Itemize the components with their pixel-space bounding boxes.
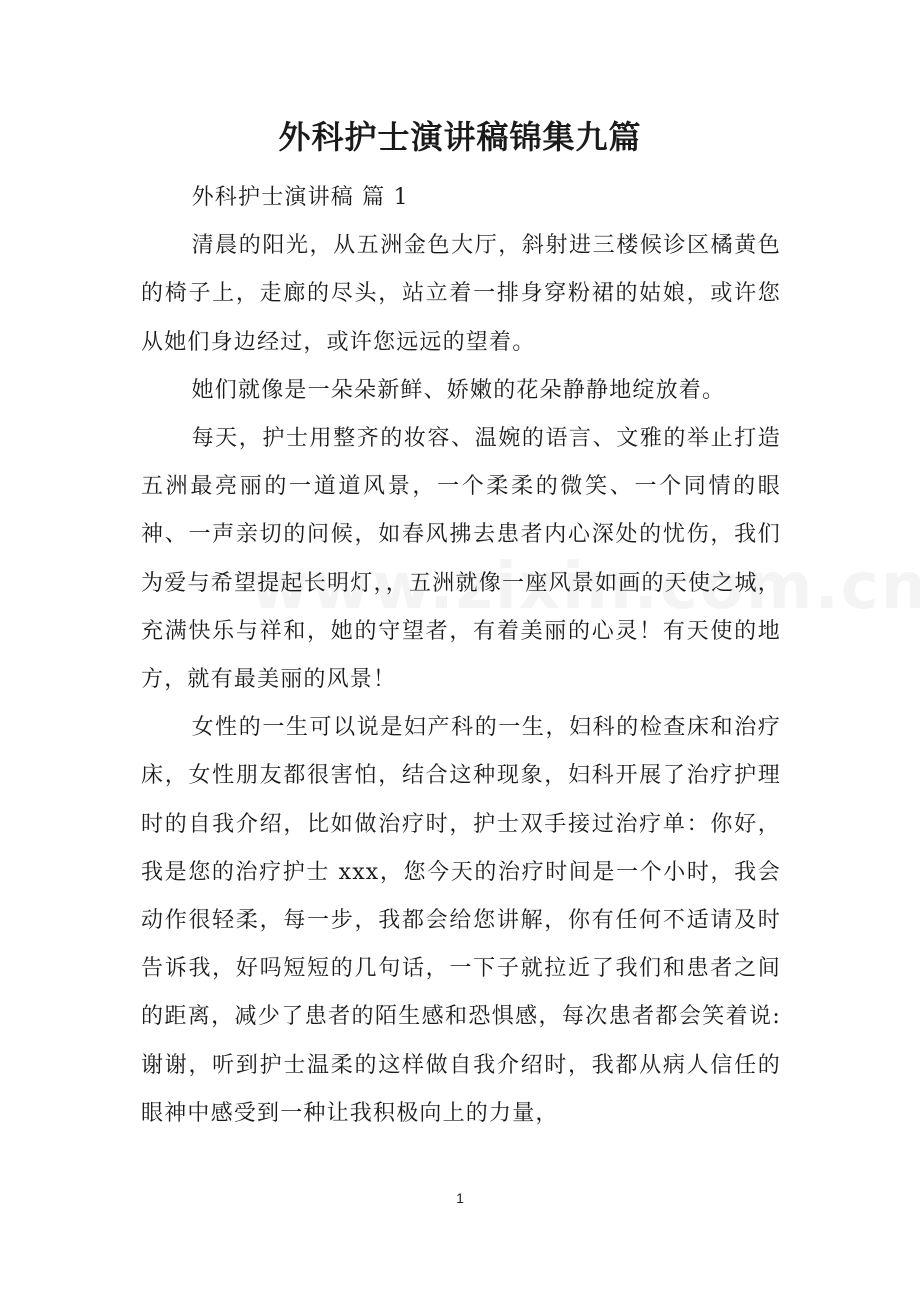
document-body bbox=[141, 174, 781, 1138]
paragraph: 女性的一生可以说是妇产科的一生，妇科的检查床和治疗床，女性朋友都很害怕，结合这种现象，妇科开展了治疗护理时的自我介绍，比如做治疗时，护士双手接过治疗单：你好，我是您的治疗护士 xxx，您今天的治疗时间是一个小时，我会动作很轻柔，每一步，我都会给您讲解，你有任何不适请及时告诉我，好吗短短的几句话，一下子就拉近了我们和患者之间的距离，减少了患者的陌生感和恐惧感，每次患者都会笑着说:谢谢，听到护士温柔的这样做自我介绍时，我都从病人信任的眼神中感受到一种让我积极向上的力量， bbox=[141, 715, 781, 1126]
paragraph: 她们就像是一朵朵新鲜、娇嫩的花朵静静地绽放着。 bbox=[191, 377, 726, 403]
section-heading: 外科护士演讲稿 篇 1 bbox=[191, 185, 409, 210]
document-title: 外科护士演讲稿锦集九篇 bbox=[278, 118, 642, 156]
paragraph: 清晨的阳光，从五洲金色大厅，斜射进三楼候诊区橘黄色的椅子上，走廊的尽头，站立着一排身穿粉裙的姑娘，或许您从她们身边经过，或许您远远的望着。 bbox=[141, 233, 781, 355]
watermark bbox=[250, 550, 730, 624]
paragraph: 每天，护士用整齐的妆容、温婉的语言、文雅的举止打造五洲最亮丽的一道道风景，一个柔柔的微笑、一个同情的眼神、一声亲切的问候，如春风拂去患者内心深处的忧伤，我们为爱与希望提起长明灯，，五洲就像一座风景如画的天使之城，充满快乐与祥和，她的守望者，有着美丽的心灵！有天使的地方，就有最美丽的风景！ bbox=[141, 426, 781, 693]
page-number: 1 bbox=[456, 1190, 464, 1206]
